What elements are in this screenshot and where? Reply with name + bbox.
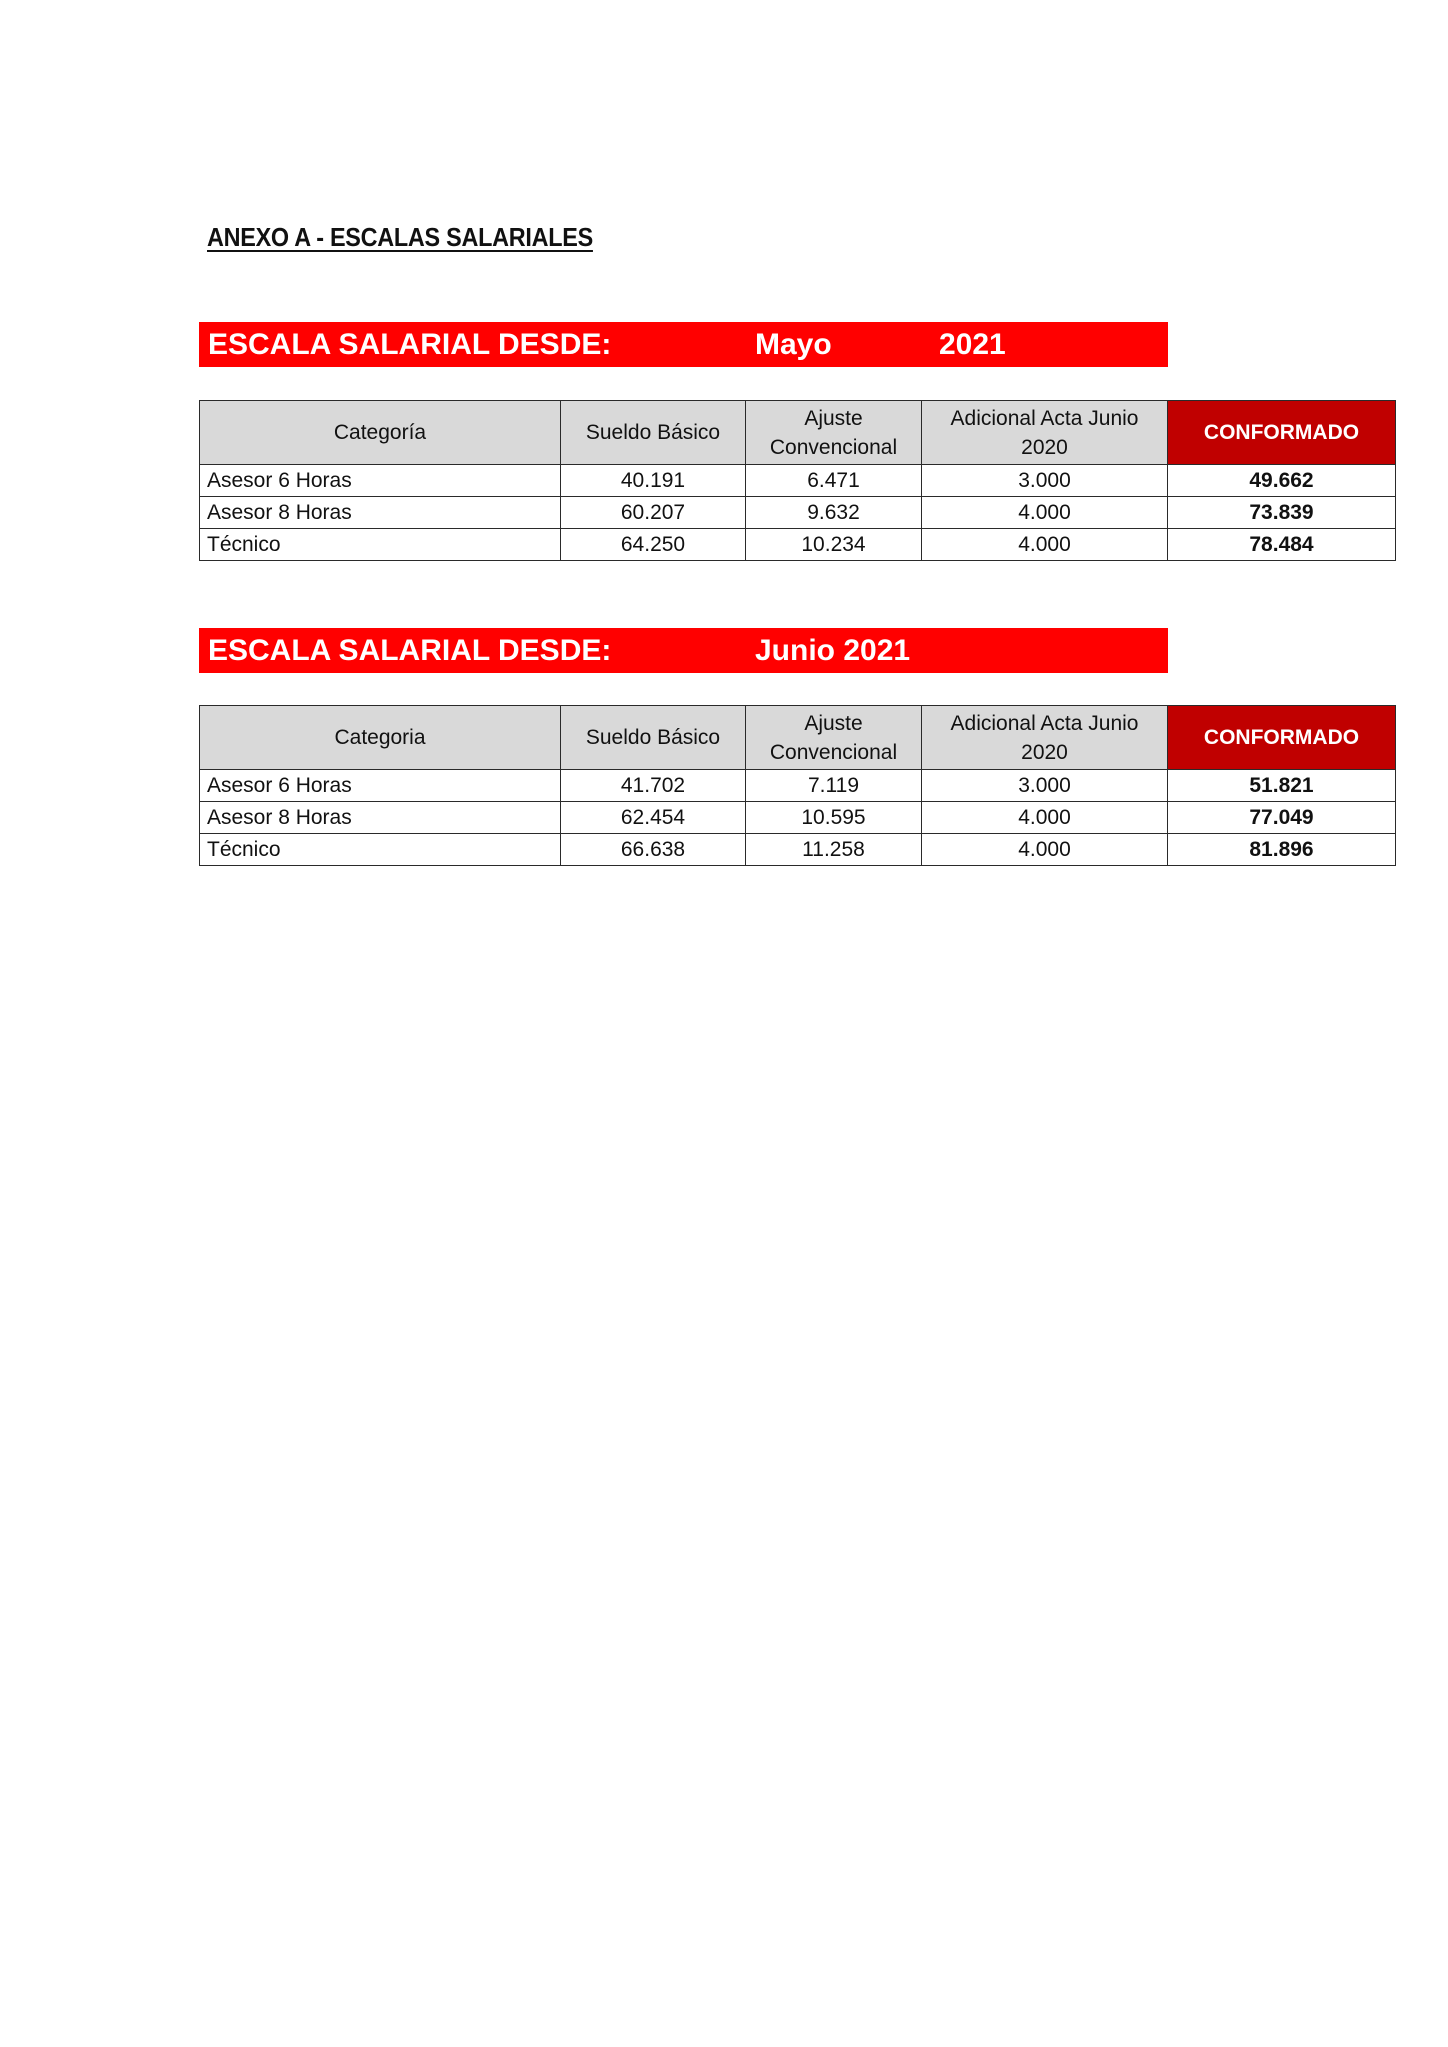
cell-basic-salary: 66.638 — [561, 834, 746, 866]
header-additional-line1: Adicional Acta Junio — [950, 406, 1139, 430]
cell-basic-salary: 41.702 — [561, 770, 746, 802]
header-additional — [922, 706, 1168, 770]
cell-conformed: 81.896 — [1168, 834, 1396, 866]
cell-category: Asesor 6 Horas — [200, 465, 561, 497]
header-conformed: CONFORMADO — [1168, 706, 1396, 770]
table-row — [200, 770, 1396, 802]
cell-adjustment: 6.471 — [746, 465, 922, 497]
header-additional-line2: 2020 — [1021, 435, 1068, 459]
cell-additional: 4.000 — [922, 497, 1168, 529]
banner-label: ESCALA SALARIAL DESDE: — [208, 634, 612, 667]
salary-table-junio — [199, 705, 1396, 866]
header-adjustment-line2: Convencional — [769, 435, 898, 459]
cell-category: Asesor 6 Horas — [200, 770, 561, 802]
table-header-row — [200, 706, 1396, 770]
header-adjustment — [746, 401, 922, 465]
header-adjustment — [746, 706, 922, 770]
header-additional — [922, 401, 1168, 465]
table-row — [200, 834, 1396, 866]
cell-category: Técnico — [200, 834, 561, 866]
salary-table-mayo — [199, 400, 1396, 561]
header-adjustment-line1: Ajuste — [804, 406, 863, 430]
table-row — [200, 465, 1396, 497]
cell-additional: 4.000 — [922, 834, 1168, 866]
cell-category: Técnico — [200, 529, 561, 561]
banner-year: 2021 — [939, 328, 1006, 361]
header-basic-salary: Sueldo Básico — [561, 706, 746, 770]
document-title: ANEXO A - ESCALAS SALARIALES — [207, 222, 593, 252]
cell-basic-salary: 60.207 — [561, 497, 746, 529]
cell-conformed: 77.049 — [1168, 802, 1396, 834]
cell-conformed: 49.662 — [1168, 465, 1396, 497]
cell-conformed: 51.821 — [1168, 770, 1396, 802]
cell-conformed: 73.839 — [1168, 497, 1396, 529]
cell-basic-salary: 40.191 — [561, 465, 746, 497]
header-category: Categoria — [200, 706, 561, 770]
header-conformed: CONFORMADO — [1168, 401, 1396, 465]
cell-adjustment: 10.595 — [746, 802, 922, 834]
table-row — [200, 529, 1396, 561]
cell-additional: 3.000 — [922, 770, 1168, 802]
header-additional-line2: 2020 — [1021, 740, 1068, 764]
cell-conformed: 78.484 — [1168, 529, 1396, 561]
cell-additional: 3.000 — [922, 465, 1168, 497]
header-additional-line1: Adicional Acta Junio — [950, 711, 1139, 735]
header-adjustment-line1: Ajuste — [804, 711, 863, 735]
table-header-row — [200, 401, 1396, 465]
cell-category: Asesor 8 Horas — [200, 497, 561, 529]
cell-adjustment: 11.258 — [746, 834, 922, 866]
cell-category: Asesor 8 Horas — [200, 802, 561, 834]
cell-additional: 4.000 — [922, 529, 1168, 561]
header-adjustment-line2: Convencional — [769, 740, 898, 764]
banner-label: ESCALA SALARIAL DESDE: — [208, 328, 612, 361]
banner-month: Mayo — [755, 328, 832, 361]
table-row — [200, 802, 1396, 834]
header-category: Categoría — [200, 401, 561, 465]
banner-month: Junio 2021 — [755, 634, 911, 667]
cell-adjustment: 10.234 — [746, 529, 922, 561]
table-row — [200, 497, 1396, 529]
cell-adjustment: 9.632 — [746, 497, 922, 529]
header-basic-salary: Sueldo Básico — [561, 401, 746, 465]
scale-banner-junio — [199, 628, 1168, 673]
cell-adjustment: 7.119 — [746, 770, 922, 802]
scale-banner-mayo — [199, 322, 1168, 367]
cell-basic-salary: 64.250 — [561, 529, 746, 561]
cell-basic-salary: 62.454 — [561, 802, 746, 834]
cell-additional: 4.000 — [922, 802, 1168, 834]
